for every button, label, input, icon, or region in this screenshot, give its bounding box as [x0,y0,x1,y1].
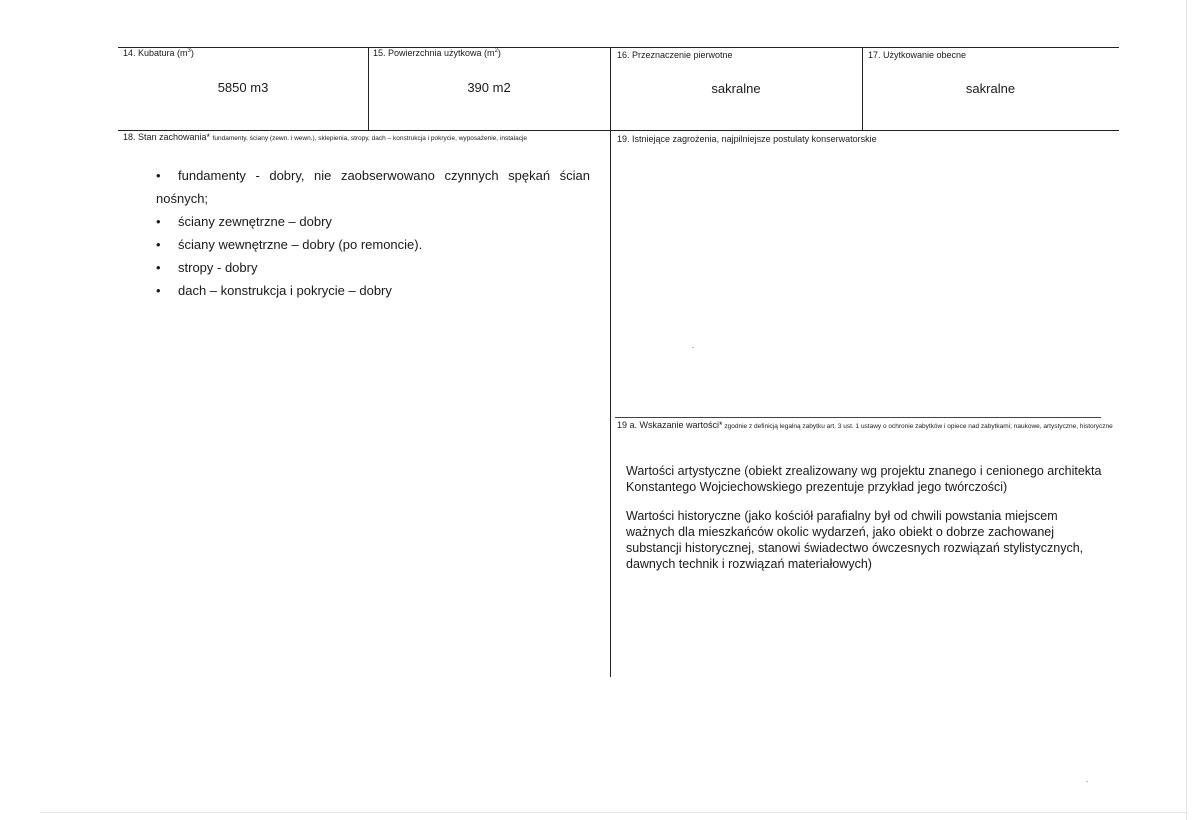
artistic-value-paragraph: Wartości artystyczne (obiekt zrealizowany wg projektu znanego i cenionego architekta Konstantego Wojciechowskiego prezentuje przykład jego twórczości) [626,464,1102,494]
table-rule-middle [118,130,1119,131]
list-item [156,279,590,302]
list-item [156,210,590,233]
bullet: • [156,168,161,183]
scan-speck [692,347,694,348]
scan-speck [1086,781,1088,782]
list-item-text: nośnych; [156,191,209,206]
current-use-value: sakralne [965,81,1016,96]
original-purpose-label: 16. Przeznaczenie pierwotne [617,50,733,60]
current-use-label: 17. Użytkowanie obecne [868,50,967,60]
list-item-text: stropy - dobry [178,260,258,275]
list-item-text: dach – konstrukcja i pokrycie – dobry [178,283,392,298]
threats-label: 19. Istniejące zagrożenia, najpilniejsze postulaty konserwatorskie [617,134,877,144]
section-rule-19a [615,417,1101,418]
bullet: • [156,283,161,298]
list-item [156,233,590,256]
usable-area-value: 390 m2 [467,80,511,95]
table-rule-top [118,47,1119,48]
list-item-text: ściany wewnętrzne – dobry (po remoncie). [178,237,423,252]
historical-value-paragraph: Wartości historyczne (jako kościół parafialny był od chwili powstania miejscem ważnych dla mieszkańców okolic wydarzeń, jako obiekt o dobrze zachowanej substancji historycznej, stanowi świadectwo ówczesnych rozwiązań stylistycznych, dawnych technik i rozwiązań materiałowych) [626,509,1084,571]
column-divider-main [610,47,611,677]
bullet: • [156,214,161,229]
original-purpose-value: sakralne [711,81,761,96]
condition-label: 18. Stan zachowania* fundamenty, ściany (zewn. i wewn.), sklepienia, stropy, dach – konstrukcja i pokrycie, wyposażenie, instalacje [123,132,528,142]
scan-edge [40,812,1186,813]
cubature-value: 5850 m3 [217,80,269,95]
list-item [156,164,590,210]
bullet: • [156,260,161,275]
values-label: 19 a. Wskazanie wartości* zgodnie z definicją legalną zabytku art. 3 ust. 1 ustawy o ochronie zabytków i opiece nad zabytkami; naukowe, artystyczne, historyczne [617,420,1113,430]
bullet: • [156,237,161,252]
cubature-label: 14. Kubatura $(m^3)$ [123,48,194,58]
condition-list [156,164,590,302]
usable-area-label: 15. Powierzchnia użytkowa $(m^2)$ [373,48,501,58]
list-item-text: ściany zewnętrzne – dobry [178,214,332,229]
list-item [156,256,590,279]
list-item-text: fundamenty - dobry, nie zaobserwowano czynnych spękań ścian [178,168,590,183]
scan-edge [1186,0,1187,820]
